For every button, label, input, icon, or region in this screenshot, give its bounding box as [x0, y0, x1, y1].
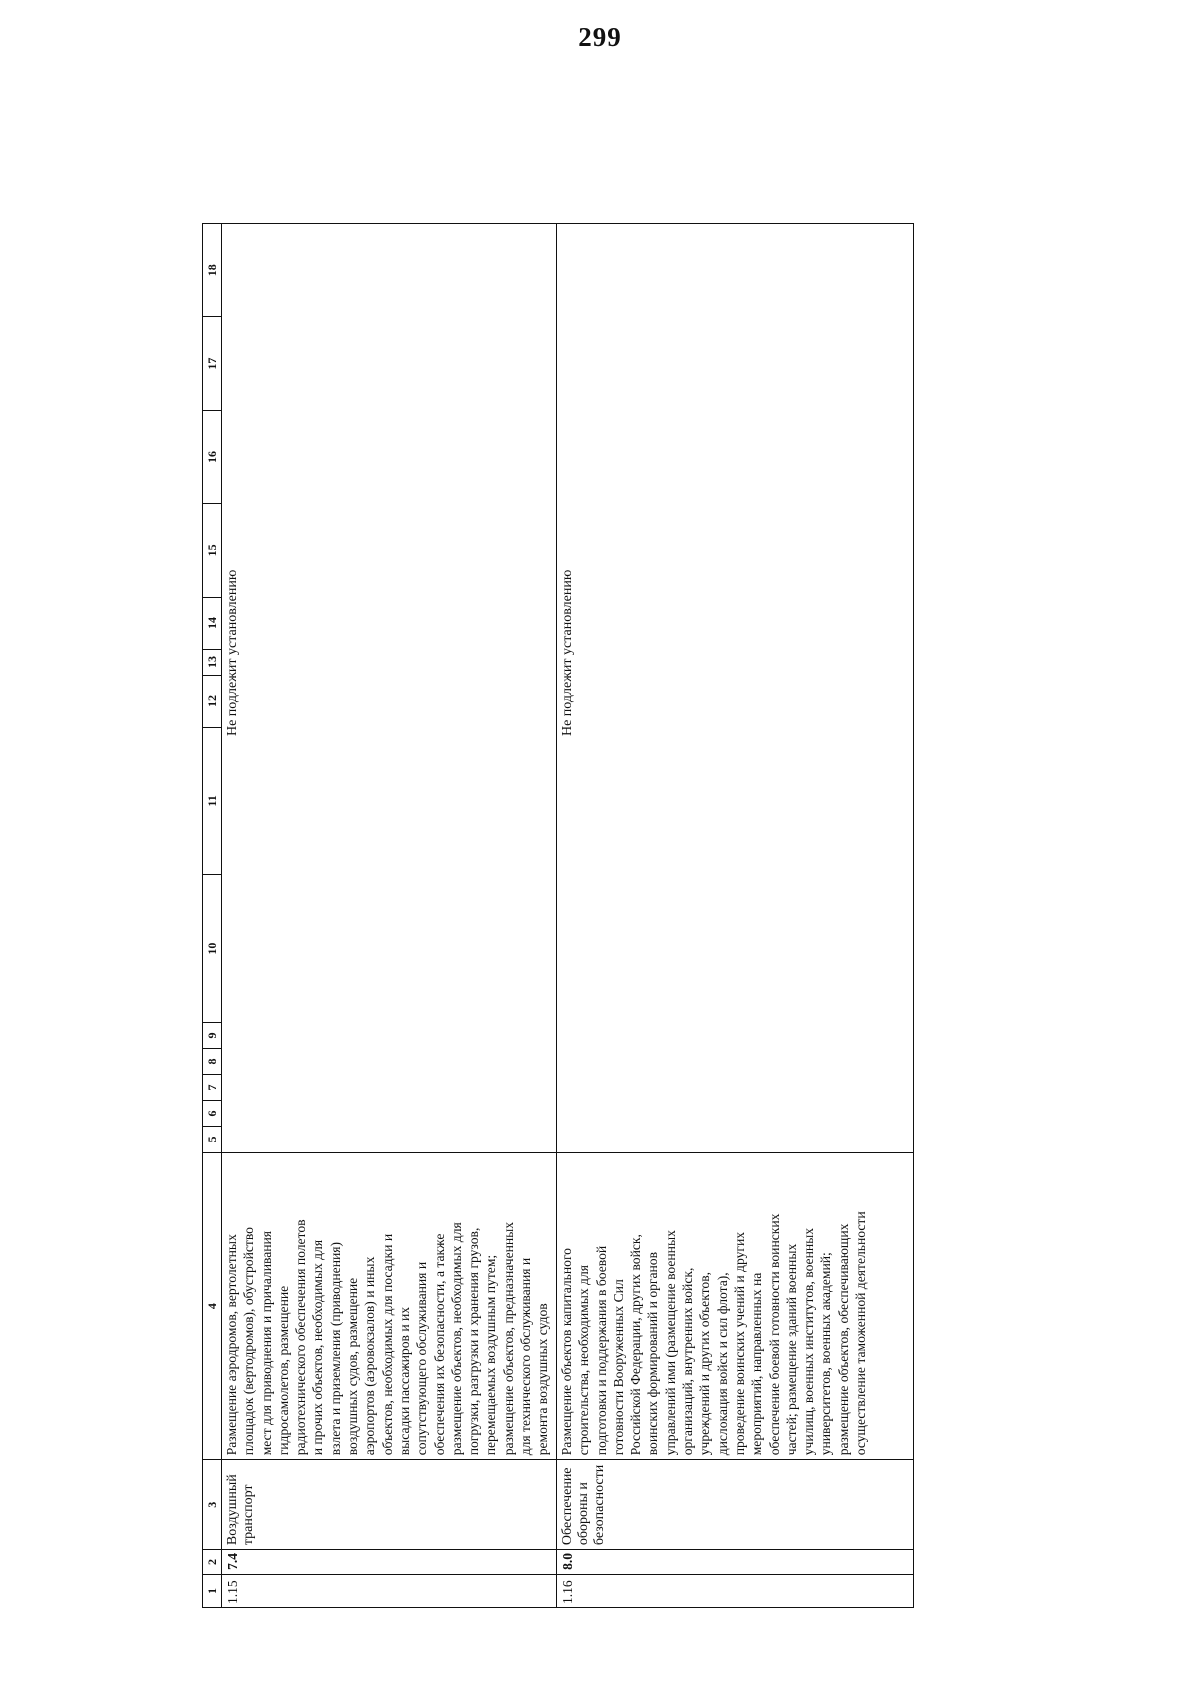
not-applicable-text: Не подлежит установлению [225, 569, 240, 737]
not-applicable-cell [557, 224, 914, 1153]
page-number: 299 [578, 22, 622, 52]
row-number: 1.16 [557, 1574, 914, 1607]
header-cell: 1 [203, 1574, 222, 1607]
header-cell: 16 [203, 410, 222, 503]
header-cell: 15 [203, 504, 222, 597]
header-cell: 6 [203, 1101, 222, 1127]
land-use-name: Обеспечение обороны и безопасности [557, 1460, 914, 1550]
rotated-table-wrapper [202, 223, 906, 1608]
not-applicable-cell [222, 224, 557, 1153]
header-cell: 17 [203, 317, 222, 410]
header-cell: 8 [203, 1049, 222, 1075]
table-row [222, 224, 557, 1608]
header-cell: 2 [203, 1550, 222, 1575]
header-cell: 5 [203, 1127, 222, 1153]
land-use-name: Воздушный транспорт [222, 1460, 557, 1550]
not-applicable-text: Не подлежит установлению [560, 569, 575, 737]
land-use-code: 7.4 [222, 1550, 557, 1575]
header-row [203, 224, 222, 1608]
header-cell: 9 [203, 1023, 222, 1049]
header-cell: 14 [203, 597, 222, 649]
row-number: 1.15 [222, 1574, 557, 1607]
land-use-description: Размещение аэродромов, вертолетных площадок (вертодромов), обустройство мест для приводнения и причаливания гидросамолетов, размещение радиотехнического обеспечения полетов и прочих объектов, необходимых для взлета и приземления (приводнения) воздушных судов, размещение аэропортов (аэровокзалов) и иных объектов, необходимых для посадки и высадки пассажиров и их сопутствующего обслуживания и обеспечения их безопасности, а также размещение объектов, необходимых для погрузки, разгрузки и хранения грузов, перемещаемых воздушным путем; размещение объектов, предназначенных для технического обслуживания и ремонта воздушных судов [222, 1153, 557, 1460]
land-use-table [202, 223, 914, 1608]
land-use-code: 8.0 [557, 1550, 914, 1575]
header-cell: 10 [203, 875, 222, 1023]
header-cell: 4 [203, 1153, 222, 1460]
land-use-description: Размещение объектов капитального строительства, необходимых для подготовки и поддержания в боевой готовности Вооруженных Сил Российской Федерации, других войск, воинских формирований и органов управлений ими (размещение военных организаций, внутренних войск, учреждений и других объектов, дислокация войск и сил флота), проведение воинских учений и других мероприятий, направленных на обеспечение боевой готовности воинских частей; размещение зданий военных училищ, военных институтов, военных университетов, военных академий; размещение объектов, обеспечивающих осуществление таможенной деятельности [557, 1153, 914, 1460]
header-cell: 11 [203, 727, 222, 875]
header-cell: 18 [203, 224, 222, 317]
header-cell: 12 [203, 675, 222, 727]
header-cell: 7 [203, 1075, 222, 1101]
header-cell: 3 [203, 1460, 222, 1550]
header-cell: 13 [203, 649, 222, 675]
table-row [557, 224, 914, 1608]
